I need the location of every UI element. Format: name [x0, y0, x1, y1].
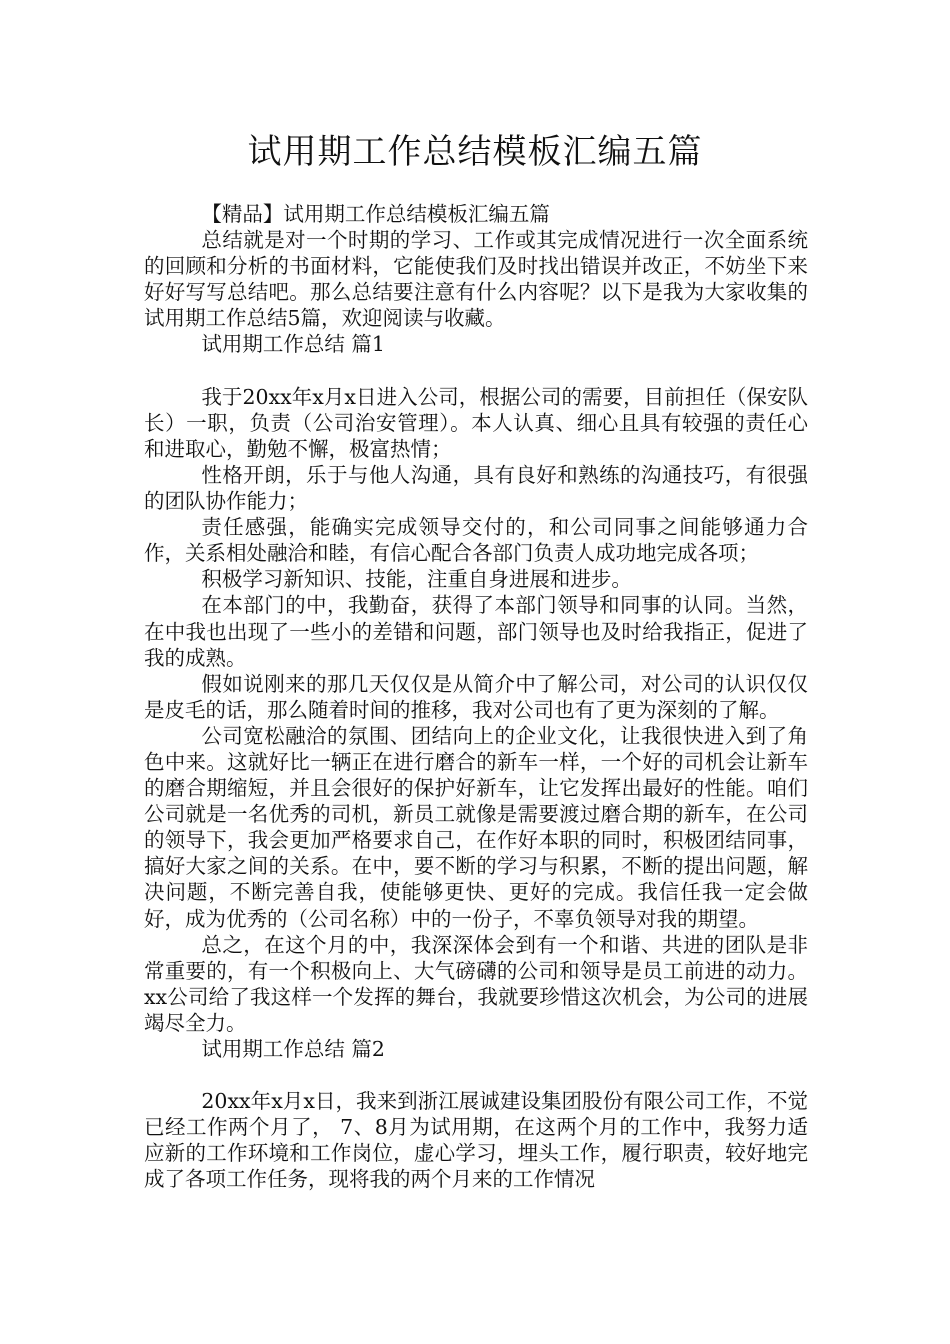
body-paragraph: 20xx年x月x日，我来到浙江展诚建设集团股份有限公司工作，不觉已经工作两个月了， 7、8月为试用期，在这两个月的工作中，我努力适应新的工作环境和工作岗位，虚心学习，埋头工作，履行职责，较好地完成了各项工作任务，现将我的两个月来的工作情况: [144, 1089, 808, 1192]
document-body: [144, 201, 808, 1193]
body-paragraph: 公司宽松融洽的氛围、团结向上的企业文化，让我很快进入到了角色中来。这就好比一辆正在进行磨合的新车一样，一个好的司机会让新车的磨合期缩短，并且会很好的保护好新车，让它发挥出最好的性能。咱们公司就是一名优秀的司机，新员工就像是需要渡过磨合期的新车，在公司的领导下，我会更加严格要求自己，在作好本职的同时，积极团结同事，搞好大家之间的关系。在中，要不断的学习与积累，不断的提出问题，解决问题，不断完善自我，使能够更快、更好的完成。我信任我一定会做好，成为优秀的（公司名称）中的一份子，不辜负领导对我的期望。: [144, 723, 808, 931]
blank-line: [144, 358, 808, 384]
document-title: 试用期工作总结模板汇编五篇: [247, 132, 703, 172]
body-paragraph: 我于20xx年x月x日进入公司，根据公司的需要，目前担任（保安队长）一职，负责（公司治安管理）。本人认真、细心且具有较强的责任心和进取心，勤勉不懈，极富热情；: [144, 384, 808, 461]
body-paragraph: 假如说刚来的那几天仅仅是从简介中了解公司，对公司的认识仅仅是皮毛的话，那么随着时间的推移，我对公司也有了更为深刻的了解。: [144, 671, 808, 722]
section-heading-2: 试用期工作总结 篇2: [201, 1037, 385, 1061]
body-paragraph: 性格开朗，乐于与他人沟通，具有良好和熟练的沟通技巧，有很强的团队协作能力；: [144, 462, 808, 514]
intro-paragraph: 总结就是对一个时期的学习、工作或其完成情况进行一次全面系统的回顾和分析的书面材料，它能使我们及时找出错误并改正，不妨坐下来好好写写总结吧。那么总结要注意有什么内容呢？以下是我为大家收集的试用期工作总结5篇，欢迎阅读与收藏。: [144, 228, 808, 331]
intro-tag-line: 【精品】试用期工作总结模板汇编五篇: [201, 202, 550, 226]
body-paragraph: 积极学习新知识、技能，注重自身进展和进步。: [201, 567, 632, 592]
section-heading-1: 试用期工作总结 篇1: [201, 332, 385, 357]
body-paragraph: 责任感强，能确实完成领导交付的，和公司同事之间能够通力合作，关系相处融洽和睦，有信心配合各部门负责人成功地完成各项；: [144, 515, 808, 566]
body-paragraph: 总之，在这个月的中，我深深体会到有一个和谐、共进的团队是非常重要的，有一个积极向上、大气磅礴的公司和领导是员工前进的动力。xx公司给了我这样一个发挥的舞台，我就要珍惜这次机会，为公司的进展竭尽全力。: [144, 932, 808, 1035]
blank-line: [144, 1062, 808, 1088]
body-paragraph: 在本部门的中，我勤奋，获得了本部门领导和同事的认同。当然，在中我也出现了一些小的差错和问题，部门领导也及时给我指正，促进了我的成熟。: [144, 593, 808, 670]
